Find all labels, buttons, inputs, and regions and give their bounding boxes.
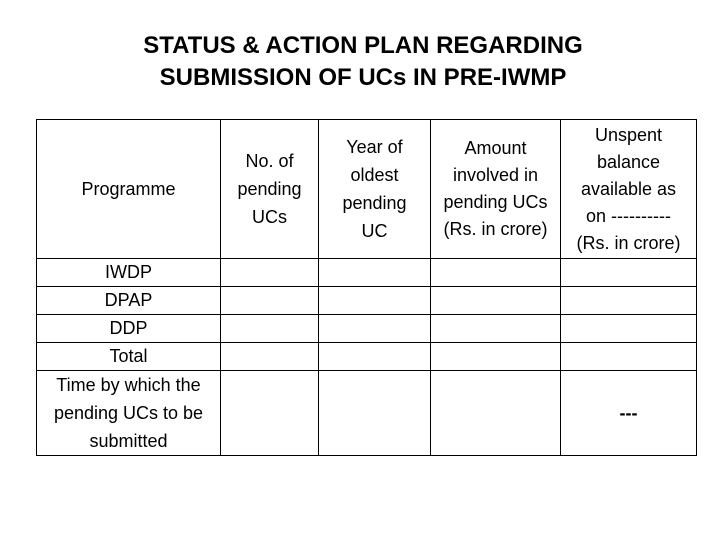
table-cell [319, 287, 431, 315]
title-line-1: STATUS & ACTION PLAN REGARDING [143, 32, 583, 59]
table-cell [221, 287, 319, 315]
header-programme: Programme [37, 120, 221, 259]
table-cell [431, 259, 561, 287]
table-row [37, 259, 697, 287]
table-cell [221, 315, 319, 343]
table-row [37, 315, 697, 343]
table-cell [431, 315, 561, 343]
table-cell [319, 315, 431, 343]
table-cell [561, 315, 697, 343]
row-label-dpap: DPAP [37, 287, 221, 315]
table-cell [221, 371, 319, 456]
row-label-total: Total [37, 343, 221, 371]
header-pending-ucs: No. of pending UCs [221, 120, 319, 259]
table-row [37, 343, 697, 371]
header-year-oldest: Year of oldest pending UC [319, 120, 431, 259]
time-unspent-value: --- [561, 371, 697, 456]
table-cell [221, 343, 319, 371]
row-label-time: Time by which the pending UCs to be submitted [37, 371, 221, 456]
row-label-iwdp: IWDP [37, 259, 221, 287]
table-cell [221, 259, 319, 287]
table-cell [319, 371, 431, 456]
title-line-2: SUBMISSION OF UCs IN PRE-IWMP [159, 64, 567, 91]
page-title [0, 30, 720, 94]
table-cell [431, 287, 561, 315]
header-unspent: Unspent balance available as on ---------- (Rs. in crore) [561, 120, 697, 259]
table-cell [319, 259, 431, 287]
table-row-time [37, 371, 697, 456]
header-amount: Amount involved in pending UCs (Rs. in crore) [431, 120, 561, 259]
table-cell [431, 371, 561, 456]
status-table [36, 119, 697, 456]
table-header-row [37, 120, 697, 259]
table-cell [561, 287, 697, 315]
table-cell [431, 343, 561, 371]
table-cell [319, 343, 431, 371]
table-cell [561, 343, 697, 371]
table-row [37, 287, 697, 315]
table-cell [561, 259, 697, 287]
row-label-ddp: DDP [37, 315, 221, 343]
